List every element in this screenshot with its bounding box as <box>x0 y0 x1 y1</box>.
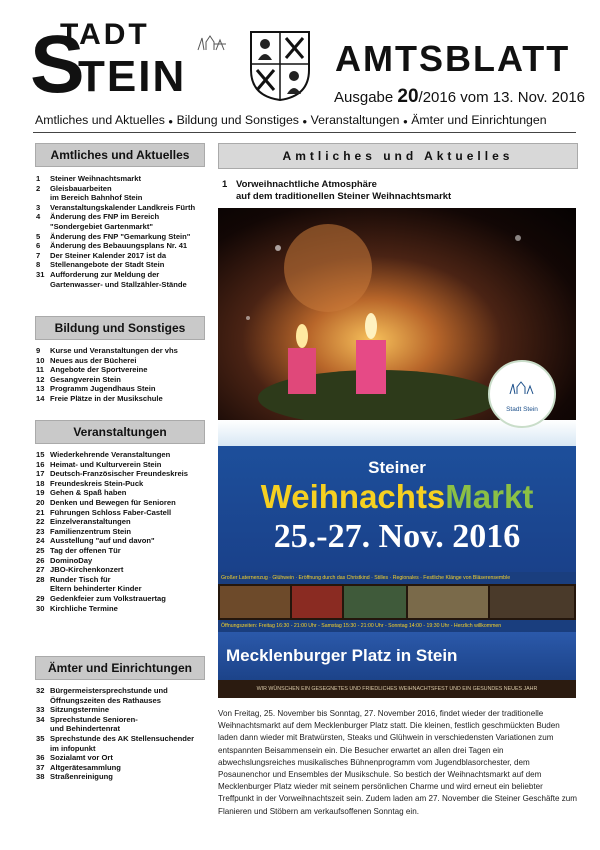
toc-item-number: 28 <box>36 574 45 584</box>
church-skyline-icon <box>196 30 230 52</box>
toc-item-number: 31 <box>36 269 45 279</box>
toc-item[interactable] <box>36 508 208 518</box>
sidebar-heading-bildung: Bildung und Sonstiges <box>35 316 205 340</box>
toc-item-label: Kurse und Veranstaltungen der vhs <box>50 346 178 355</box>
thumbnail-photo <box>344 586 406 618</box>
issue-line: Ausgabe 20/2016 vom 13. Nov. 2016 <box>334 86 586 107</box>
article-title: Vorweihnachtliche Atmosphäre auf dem traditionellen Steiner Weihnachtsmarkt <box>236 179 452 202</box>
toc-item[interactable] <box>36 772 208 782</box>
toc-item-number: 1 <box>36 174 41 183</box>
section-nav <box>35 113 575 127</box>
toc-item-label: Heimat- und Kulturverein Stein <box>50 459 162 469</box>
toc-item[interactable] <box>36 686 208 705</box>
thumbnail-photo <box>490 586 574 618</box>
toc-item-label: Deutsch-Französischer Freundeskreis <box>50 469 189 479</box>
toc-item-number: 14 <box>36 393 45 403</box>
toc-item-number: 12 <box>36 374 45 384</box>
nav-item-veranstaltungen[interactable]: Veranstaltungen <box>310 113 400 127</box>
toc-item-label: Angebote der Sportvereine <box>50 365 148 375</box>
toc-item-number: 29 <box>36 593 45 603</box>
toc-item-label: Einzelveranstaltungen <box>50 517 131 527</box>
toc-item[interactable] <box>36 232 208 242</box>
toc-item-label: DominoDay <box>50 555 93 565</box>
toc-item-label: Programm Jugendhaus Stein <box>50 384 156 394</box>
toc-aemter <box>36 686 208 782</box>
poster-weihnachtsmarkt: WeihnachtsMarkt <box>260 478 534 515</box>
toc-item[interactable] <box>36 394 208 404</box>
toc-item-number: 22 <box>36 517 45 527</box>
toc-item-number: 30 <box>36 603 45 613</box>
toc-item-number: 13 <box>36 384 45 394</box>
toc-item[interactable] <box>36 346 208 356</box>
toc-bildung <box>36 346 208 404</box>
toc-amtliches <box>36 174 208 289</box>
toc-item[interactable] <box>36 260 208 270</box>
toc-item-label: Bürgermeistersprechstunde und Öffnungszeiten des Rathauses <box>50 686 168 705</box>
toc-item[interactable] <box>36 184 208 203</box>
sidebar-heading-veranstaltungen: Veranstaltungen <box>35 420 205 444</box>
toc-item-label: Aufforderung zur Meldung der Gartenwasser- und Stallzähler-Stände <box>50 269 187 289</box>
toc-item[interactable] <box>36 384 208 394</box>
poster-program-strip: Großer Laternenzug · Glühwein · Eröffnung durch das Christkind · Stilles · Regionales · Festliche Klänge von Bläserensemble <box>218 572 576 584</box>
poster-location: Mecklenburger Platz in Stein <box>226 646 458 665</box>
toc-item-label: Wiederkehrende Veranstaltungen <box>50 450 171 459</box>
toc-item-label: Änderung des FNP im Bereich "Sondergebiet Gartenmarkt" <box>50 212 160 231</box>
toc-item[interactable] <box>36 203 208 213</box>
coat-of-arms-icon <box>249 30 311 102</box>
toc-item-label: Freie Plätze in der Musikschule <box>50 393 163 403</box>
toc-item-number: 5 <box>36 231 41 241</box>
nav-item-bildung[interactable]: Bildung und Sonstiges <box>176 113 299 127</box>
thumbnail-photo <box>408 586 488 618</box>
toc-item-label: Denken und Bewegen für Senioren <box>50 497 176 507</box>
toc-item-label: Gehen & Spaß haben <box>50 488 127 498</box>
toc-item-label: Neues aus der Bücherei <box>50 355 137 365</box>
toc-item[interactable] <box>36 450 208 460</box>
sidebar-heading-aemter: Ämter und Einrichtungen <box>35 656 205 680</box>
toc-item-label: Der Steiner Kalender 2017 ist da <box>50 250 167 260</box>
toc-item[interactable] <box>36 575 208 594</box>
toc-item-number: 26 <box>36 555 45 565</box>
toc-item[interactable] <box>36 365 208 375</box>
toc-item-label: Freundeskreis Stein-Puck <box>50 478 144 488</box>
toc-item[interactable] <box>36 375 208 385</box>
toc-item[interactable] <box>36 517 208 527</box>
toc-item-number: 25 <box>36 545 45 555</box>
badge-label: Stadt Stein <box>506 406 538 413</box>
divider <box>33 132 576 133</box>
toc-item-label: Runder Tisch für Eltern behinderter Kinder <box>50 574 142 594</box>
toc-item[interactable] <box>36 763 208 773</box>
toc-item-label: Steiner Weihnachtsmarkt <box>50 174 142 183</box>
toc-item-label: Änderung des Bebauungsplans Nr. 41 <box>50 241 188 251</box>
toc-item-number: 27 <box>36 565 45 575</box>
toc-item-label: Ausstellung "auf und davon" <box>50 536 155 546</box>
toc-item-label: Familienzentrum Stein <box>50 526 132 536</box>
toc-item-number: 38 <box>36 772 45 782</box>
toc-item-label: Sprechstunde des AK Stellensuchender im infopunkt <box>50 733 195 753</box>
poster-photo-strip <box>218 584 576 620</box>
toc-item-number: 15 <box>36 450 45 459</box>
nav-item-amtliches[interactable]: Amtliches und Aktuelles <box>35 113 165 127</box>
toc-item-number: 9 <box>36 346 41 355</box>
weihnachtsmarkt-poster <box>218 208 576 698</box>
toc-item-number: 17 <box>36 469 45 479</box>
toc-item-label: Stellenangebote der Stadt Stein <box>50 260 165 270</box>
amtsblatt-title: AMTSBLATT <box>335 38 571 79</box>
toc-item-number: 35 <box>36 733 45 743</box>
toc-item-label: Veranstaltungskalender Landkreis Fürth <box>50 202 196 212</box>
toc-item-number: 21 <box>36 507 45 517</box>
logo-letter-s: S <box>30 19 85 110</box>
toc-item[interactable] <box>36 715 208 734</box>
nav-item-aemter[interactable]: Ämter und Einrichtungen <box>411 113 547 127</box>
article-body: Von Freitag, 25. November bis Sonntag, 27. November 2016, findet wieder der traditionelle Weihnachtsmarkt auf dem Mecklenburger Platz statt. Die kleinen, festlich geschmückten Buden laden dann wieder mit Bratwürsten, Steaks und Glühwein in verschiedensten Variationen zum entspannten Beisammensein ein. Die Besucher erwartet an allen drei Tagen ein abwechslungsreiches musikalisches Bühnenprogramm vom Jugendblasorchester, dem Posaunenchor und Ensembles der Musikschule. So bestich der Weihnachtsmarkt auf dem Mecklenburger Platz wieder mit seinem persönlichen Charme und wird erneut ein beliebter Treffpunkt in der Vorweihnachtszeit sein. Zudem laden am 27. November die Steiner Geschäfte zum Flanieren und Stöbern am verkaufsoffenen Sonntag ein. <box>218 709 578 816</box>
toc-item[interactable] <box>36 498 208 508</box>
toc-item[interactable] <box>36 212 208 231</box>
nav-bullet: ● <box>168 117 174 126</box>
toc-item[interactable] <box>36 546 208 556</box>
poster-dates: 25.-27. Nov. 2016 <box>273 518 521 555</box>
toc-item-number: 32 <box>36 686 45 695</box>
toc-item-number: 20 <box>36 497 45 507</box>
thumbnail-photo <box>220 586 290 618</box>
toc-item-label: Gesangverein Stein <box>50 374 121 384</box>
toc-item[interactable] <box>36 488 208 498</box>
poster-greeting: WIR WÜNSCHEN EIN GESEGNETES UND FRIEDLICHES WEIHNACHTSFEST UND EIN GESUNDES NEUES JAHR <box>218 680 576 698</box>
toc-item-number: 18 <box>36 478 45 488</box>
toc-item[interactable] <box>36 241 208 251</box>
sidebar-heading-amtliches: Amtliches und Aktuelles <box>35 143 205 167</box>
toc-item-label: JBO-Kirchenkonzert <box>50 565 124 575</box>
logo-stadt: TADT <box>60 18 150 51</box>
toc-item[interactable] <box>36 604 208 614</box>
toc-veranstaltungen <box>36 450 208 613</box>
toc-item-number: 24 <box>36 536 45 546</box>
toc-item-number: 8 <box>36 260 41 270</box>
toc-item-label: Sozialamt vor Ort <box>50 753 113 763</box>
toc-item[interactable] <box>36 734 208 753</box>
toc-item-label: Führungen Schloss Faber-Castell <box>50 507 172 517</box>
logo-stein: TEIN <box>78 52 187 101</box>
toc-item-number: 4 <box>36 212 41 222</box>
toc-item-number: 2 <box>36 183 41 193</box>
toc-item[interactable] <box>36 356 208 366</box>
toc-item-number: 37 <box>36 762 45 772</box>
toc-item-label: Kirchliche Termine <box>50 603 118 613</box>
nav-bullet: ● <box>302 117 308 126</box>
toc-item-number: 7 <box>36 250 41 260</box>
nav-bullet: ● <box>402 117 408 126</box>
toc-item-number: 33 <box>36 705 45 715</box>
toc-item[interactable] <box>36 251 208 261</box>
toc-item-number: 3 <box>36 202 41 212</box>
toc-item-number: 16 <box>36 459 45 469</box>
toc-item-label: Sprechstunde Senioren- und Behindertenrat <box>50 714 138 734</box>
toc-item-label: Gedenkfeier zum Volkstrauertag <box>50 593 166 603</box>
poster-steiner: Steiner <box>368 458 426 477</box>
toc-item[interactable] <box>36 527 208 537</box>
thumbnail-photo <box>292 586 342 618</box>
toc-item-number: 36 <box>36 753 45 763</box>
toc-item-label: Straßenreinigung <box>50 772 113 782</box>
toc-item[interactable] <box>36 479 208 489</box>
church-skyline-icon <box>508 378 534 396</box>
toc-item[interactable] <box>36 556 208 566</box>
toc-item-number: 10 <box>36 355 45 365</box>
toc-item-number: 11 <box>36 365 45 375</box>
toc-item-label: Altgerätesammlung <box>50 762 121 772</box>
toc-item[interactable] <box>36 536 208 546</box>
toc-item-label: Sitzungstermine <box>50 705 110 715</box>
toc-item[interactable] <box>36 594 208 604</box>
toc-item[interactable] <box>36 705 208 715</box>
toc-item-label: Gleisbauarbeiten im Bereich Bahnhof Stein <box>50 183 143 203</box>
toc-item[interactable] <box>36 174 208 184</box>
toc-item[interactable] <box>36 270 208 289</box>
poster-opening-hours: Öffnungszeiten: Freitag 16:30 - 21:00 Uhr - Samstag 15:30 - 21:00 Uhr - Sonntag 14:00 - 19:30 Uhr - Herzlich willkommen <box>218 620 576 632</box>
toc-item-label: Änderung des FNP "Gemarkung Stein" <box>50 231 191 241</box>
toc-item-label: Tag der offenen Tür <box>50 545 121 555</box>
toc-item[interactable] <box>36 565 208 575</box>
toc-item-number: 6 <box>36 241 41 251</box>
toc-item[interactable] <box>36 469 208 479</box>
article-number: 1 <box>222 179 228 190</box>
toc-item-number: 19 <box>36 488 45 498</box>
toc-item[interactable] <box>36 753 208 763</box>
toc-item-number: 23 <box>36 526 45 536</box>
main-section-heading: Amtliches und Aktuelles <box>218 143 578 169</box>
toc-item[interactable] <box>36 460 208 470</box>
toc-item-number: 34 <box>36 714 45 724</box>
